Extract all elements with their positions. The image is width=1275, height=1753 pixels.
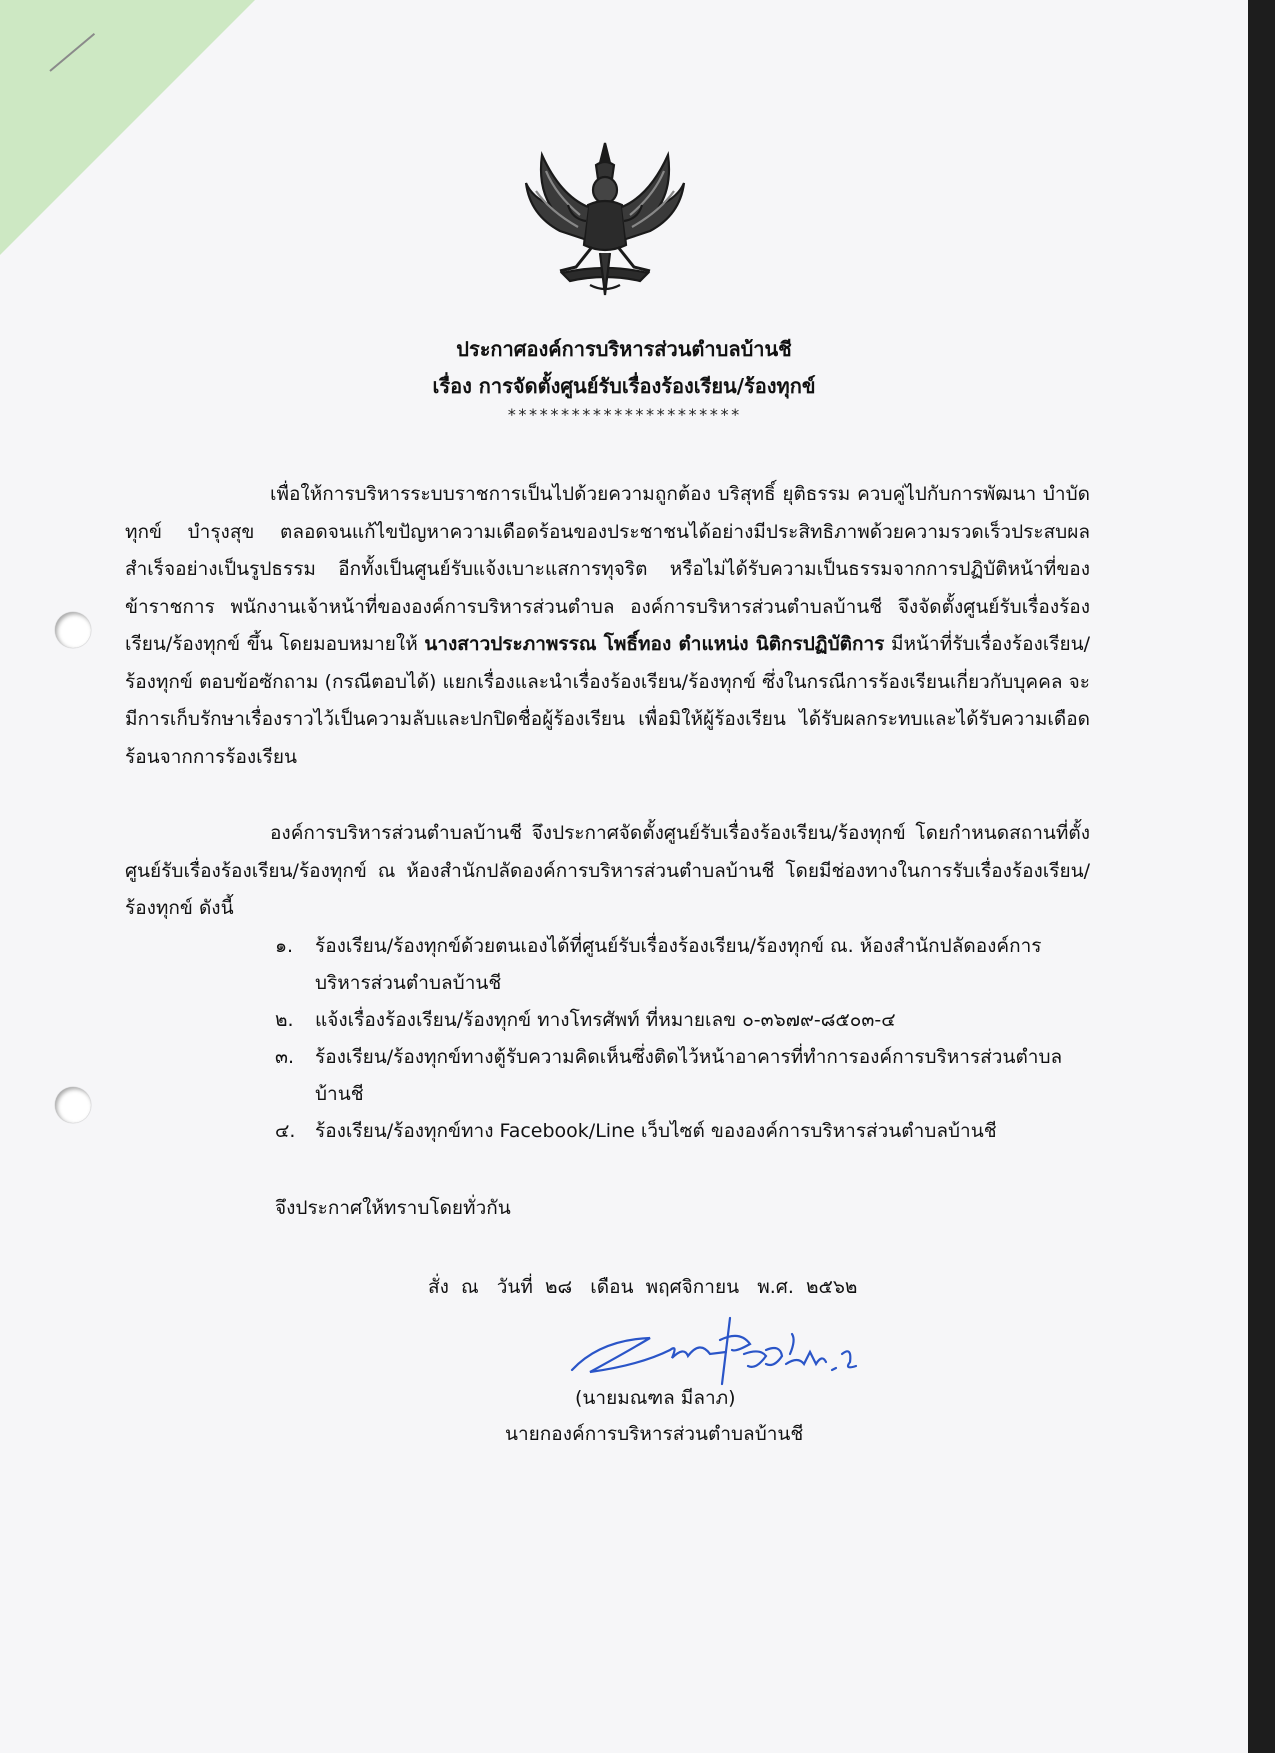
announcement-subject: เรื่อง การจัดตั้งศูนย์รับเรื่องร้องเรียน/ร้องทุกข์ [432, 374, 816, 398]
channel-list [275, 928, 1095, 1150]
appointee-name: นางสาวประภาพรรณ โพธิ์ทอง ตำแหน่ง นิติกรปฏิบัติการ [424, 633, 885, 655]
closing-statement: จึงประกาศให้ทราบโดยทั่วกัน [275, 1197, 511, 1219]
list-item: ๒. แจ้งเรื่องร้องเรียน/ร้องทุกข์ ทางโทรศัพท์ ที่หมายเลข ๐-๓๖๗๙-๘๕๐๓-๔ [275, 1009, 896, 1031]
handwritten-signature-icon [560, 1310, 870, 1390]
garuda-emblem-icon [520, 135, 690, 305]
title-divider: ********************** [507, 405, 741, 424]
scan-border [1248, 0, 1275, 1753]
paragraph-purpose: เพื่อให้การบริหารระบบราชการเป็นไปด้วยความถูกต้อง บริสุทธิ์ ยุติธรรม ควบคู่ไปกับการพัฒนา บำบัดทุกข์ บำรุงสุข ตลอดจนแก้ไขปัญหาความเดือดร้อนของประชาชนได้อย่างมีประสิทธิภาพด้วยความรวดเร็วประสบผลสำเร็จอย่างเป็นรูปธรรม อีกทั้งเป็นศูนย์รับแจ้งเบาะแสการทุจริต หรือไม่ได้รับความเป็นธรรมจากการปฏิบัติหน้าที่ของข้าราชการ พนักงานเจ้าหน้าที่ขององค์การบริหารส่วนตำบล องค์การบริหารส่วนตำบลบ้านชี จึงจัดตั้งศูนย์รับเรื่องร้องเรียน/ร้องทุกข์ ขึ้น โดยมอบหมายให้ นางสาวประภาพรรณ โพธิ์ทอง ตำแหน่ง นิติกรปฏิบัติการ มีหน้าที่รับเรื่องร้องเรียน/ร้องทุกข์ ตอบข้อซักถาม (กรณีตอบได้) แยกเรื่องและนำเรื่องร้องเรียน/ร้องทุกข์ ซึ่งในกรณีการร้องเรียนเกี่ยวกับบุคคล จะมีการเก็บรักษาเรื่องราวไว้เป็นความลับและปกปิดชื่อผู้ร้องเรียน เพื่อมิให้ผู้ร้องเรียน ได้รับผลกระทบและได้รับความเดือดร้อนจากการร้องเรียน [125, 483, 1090, 768]
signer-name: (นายมณฑล มีลาภ) [575, 1387, 736, 1409]
punch-hole [55, 612, 91, 648]
paragraph-location: องค์การบริหารส่วนตำบลบ้านชี จึงประกาศจัดตั้งศูนย์รับเรื่องร้องเรียน/ร้องทุกข์ โดยกำหนดสถานที่ตั้งศูนย์รับเรื่องร้องเรียน/ร้องทุกข์ ณ ห้องสำนักปลัดองค์การบริหารส่วนตำบลบ้านชี โดยมีช่องทางในการรับเรื่องร้องเรียน/ร้องทุกข์ ดังนี้ [125, 822, 1090, 919]
list-item: ๓. ร้องเรียน/ร้องทุกข์ทางตู้รับความคิดเห็นซึ่งติดไว้หน้าอาคารที่ทำการองค์การบริหารส่วนตำบลบ้านชี [275, 1046, 1063, 1105]
announcement-title: ประกาศองค์การบริหารส่วนตำบลบ้านชี [456, 337, 792, 361]
list-item: ๑. ร้องเรียน/ร้องทุกข์ด้วยตนเองได้ที่ศูนย์รับเรื่องร้องเรียน/ร้องทุกข์ ณ. ห้องสำนักปลัดองค์การบริหารส่วนตำบลบ้านชี [275, 935, 1042, 994]
green-corner-tab [0, 0, 255, 255]
date-line: สั่ง ณ วันที่ ๒๘ เดือน พฤศจิกายน พ.ศ. ๒๕๖๒ [428, 1276, 858, 1298]
list-item: ๔. ร้องเรียน/ร้องทุกข์ทาง Facebook/Line เว็บไซต์ ขององค์การบริหารส่วนตำบลบ้านชี [275, 1120, 997, 1142]
signer-position: นายกองค์การบริหารส่วนตำบลบ้านชี [505, 1423, 804, 1445]
punch-hole [55, 1087, 91, 1123]
